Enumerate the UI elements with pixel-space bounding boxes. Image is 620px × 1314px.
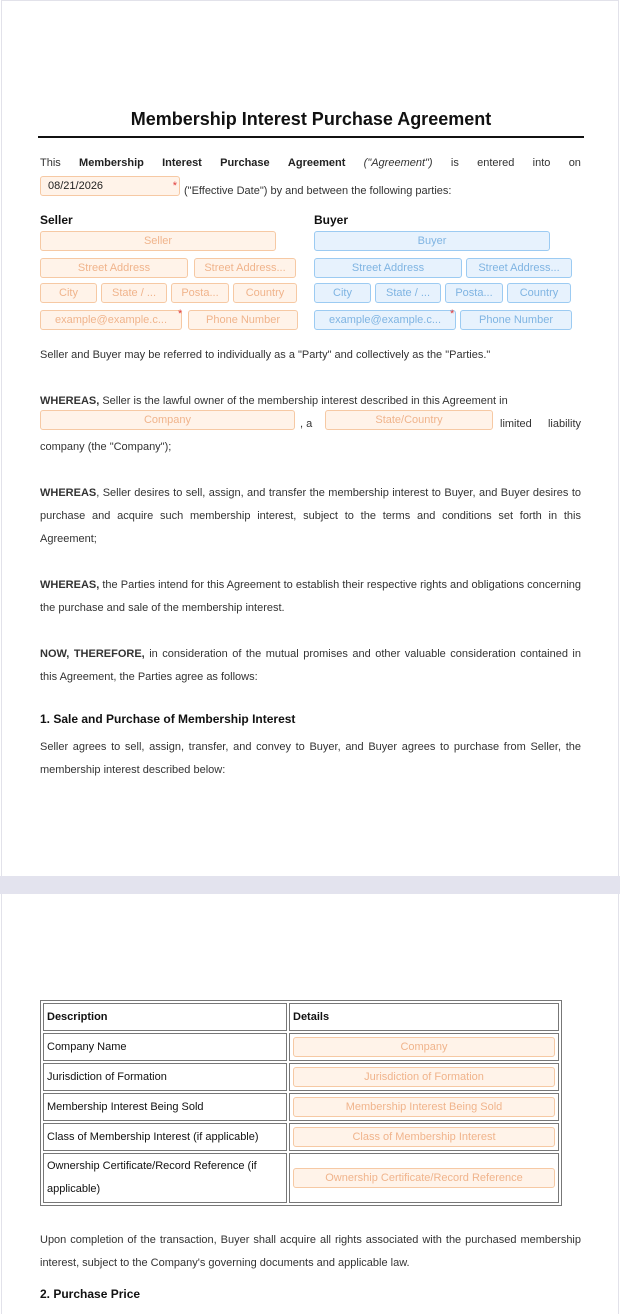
seller-postal-input[interactable]: Posta... xyxy=(171,283,229,303)
required-mark: * xyxy=(178,308,183,320)
buyer-label: Buyer xyxy=(314,213,349,227)
table-row xyxy=(43,1153,559,1203)
company-name-input[interactable]: Company xyxy=(293,1037,555,1057)
section-1-heading: 1. Sale and Purchase of Membership Interest xyxy=(40,712,296,726)
whereas-lead: WHEREAS, xyxy=(40,579,100,591)
table-row-label: Ownership Certificate/Record Reference (if applicable) xyxy=(43,1153,287,1203)
table-header-description: Description xyxy=(43,1003,287,1031)
effective-date-input[interactable] xyxy=(40,176,180,196)
buyer-name-input[interactable]: Buyer xyxy=(314,231,550,251)
table-row xyxy=(43,1123,559,1151)
company-input[interactable]: Company xyxy=(40,410,295,430)
membership-interest-table xyxy=(40,1000,562,1206)
whereas-lead: WHEREAS, xyxy=(40,395,100,407)
intro-word: entered xyxy=(477,157,515,169)
limited-liability-text: limited liability xyxy=(500,418,581,430)
intro-word: into xyxy=(532,157,551,169)
whereas-2-text: , Seller desires to sell, assign, and transfer the membership interest to Buyer, and Buyer desires to purchase and acquire such membership interest, subject to the terms and conditions set forth in this Agreement; xyxy=(40,487,581,545)
intro-word: This xyxy=(40,157,61,169)
document-title: Membership Interest Purchase Agreement xyxy=(130,109,492,129)
table-row-label: Jurisdiction of Formation xyxy=(43,1063,287,1091)
effective-date-value: 08/21/2026 xyxy=(48,180,104,192)
state-country-input[interactable]: State/Country xyxy=(325,410,493,430)
page-separator xyxy=(0,876,620,894)
now-therefore-text: in consideration of the mutual promises and other valuable consideration contained in this Agreement, the Parties agree as follows: xyxy=(40,648,581,683)
class-of-interest-input[interactable]: Class of Membership Interest xyxy=(293,1127,555,1147)
intro-word: on xyxy=(568,157,581,169)
table-row xyxy=(43,1093,559,1121)
seller-label: Seller xyxy=(40,213,73,227)
membership-interest-input[interactable]: Membership Interest Being Sold xyxy=(293,1097,555,1117)
whereas-3-text: the Parties intend for this Agreement to establish their respective rights and obligations concerning the purchase and sale of the membership interest. xyxy=(40,579,581,614)
seller-name-input[interactable]: Seller xyxy=(40,231,276,251)
buyer-email-input[interactable] xyxy=(314,310,456,330)
seller-country-input[interactable]: Country xyxy=(233,283,297,303)
section-2-heading: 2. Purchase Price xyxy=(40,1287,141,1301)
now-therefore-lead: NOW, THEREFORE, xyxy=(40,648,145,660)
intro-word: Purchase xyxy=(220,157,270,169)
whereas-2-paragraph xyxy=(40,482,581,551)
whereas-1-tail: company (the "Company"); xyxy=(40,441,172,453)
whereas-lead: WHEREAS xyxy=(40,487,97,499)
section-1-paragraph: Seller agrees to sell, assign, transfer, and convey to Buyer, and Buyer agrees to purchase from Seller, the membership interest described below: xyxy=(40,741,581,776)
buyer-street-input[interactable]: Street Address xyxy=(314,258,462,278)
required-mark: * xyxy=(172,180,177,192)
effective-date-suffix: ("Effective Date") by and between the following parties: xyxy=(184,185,452,197)
whereas-1-text: Seller is the lawful owner of the membership interest described in this Agreement in xyxy=(102,395,508,407)
intro-word: Membership xyxy=(79,157,144,169)
required-mark: * xyxy=(450,308,455,320)
intro-line xyxy=(40,157,581,169)
table-header-row xyxy=(43,1003,559,1031)
table-row-label: Class of Membership Interest (if applicable) xyxy=(43,1123,287,1151)
ownership-certificate-input[interactable]: Ownership Certificate/Record Reference xyxy=(293,1168,555,1188)
title-rule xyxy=(38,136,584,138)
seller-city-input[interactable]: City xyxy=(40,283,97,303)
completion-paragraph: Upon completion of the transaction, Buyer shall acquire all rights associated with the purchased membership interest, subject to the Company's governing documents and applicable law. xyxy=(40,1234,581,1269)
seller-street2-input[interactable]: Street Address... xyxy=(194,258,296,278)
intro-word: Interest xyxy=(162,157,202,169)
table-row-label: Company Name xyxy=(43,1033,287,1061)
whereas-3-paragraph xyxy=(40,574,581,620)
buyer-street2-input[interactable]: Street Address... xyxy=(466,258,572,278)
table-row xyxy=(43,1033,559,1061)
now-therefore-paragraph xyxy=(40,643,581,689)
parties-paragraph: Seller and Buyer may be referred to individually as a "Party" and collectively as the "Parties." xyxy=(40,349,491,361)
seller-email-placeholder: example@example.c... xyxy=(54,314,168,326)
seller-street-input[interactable]: Street Address xyxy=(40,258,188,278)
intro-word: ("Agreement") xyxy=(363,157,433,169)
buyer-phone-input[interactable]: Phone Number xyxy=(460,310,572,330)
seller-phone-input[interactable]: Phone Number xyxy=(188,310,298,330)
table-row xyxy=(43,1063,559,1091)
buyer-city-input[interactable]: City xyxy=(314,283,371,303)
buyer-postal-input[interactable]: Posta... xyxy=(445,283,503,303)
table-header-details: Details xyxy=(289,1003,559,1031)
buyer-state-input[interactable]: State / ... xyxy=(375,283,441,303)
comma-a-text: , a xyxy=(300,418,313,430)
buyer-country-input[interactable]: Country xyxy=(507,283,571,303)
table-row-label: Membership Interest Being Sold xyxy=(43,1093,287,1121)
seller-state-input[interactable]: State / ... xyxy=(101,283,167,303)
buyer-email-placeholder: example@example.c... xyxy=(328,314,442,326)
intro-word: Agreement xyxy=(287,157,346,169)
intro-word: is xyxy=(450,157,459,169)
seller-email-input[interactable] xyxy=(40,310,182,330)
jurisdiction-input[interactable]: Jurisdiction of Formation xyxy=(293,1067,555,1087)
